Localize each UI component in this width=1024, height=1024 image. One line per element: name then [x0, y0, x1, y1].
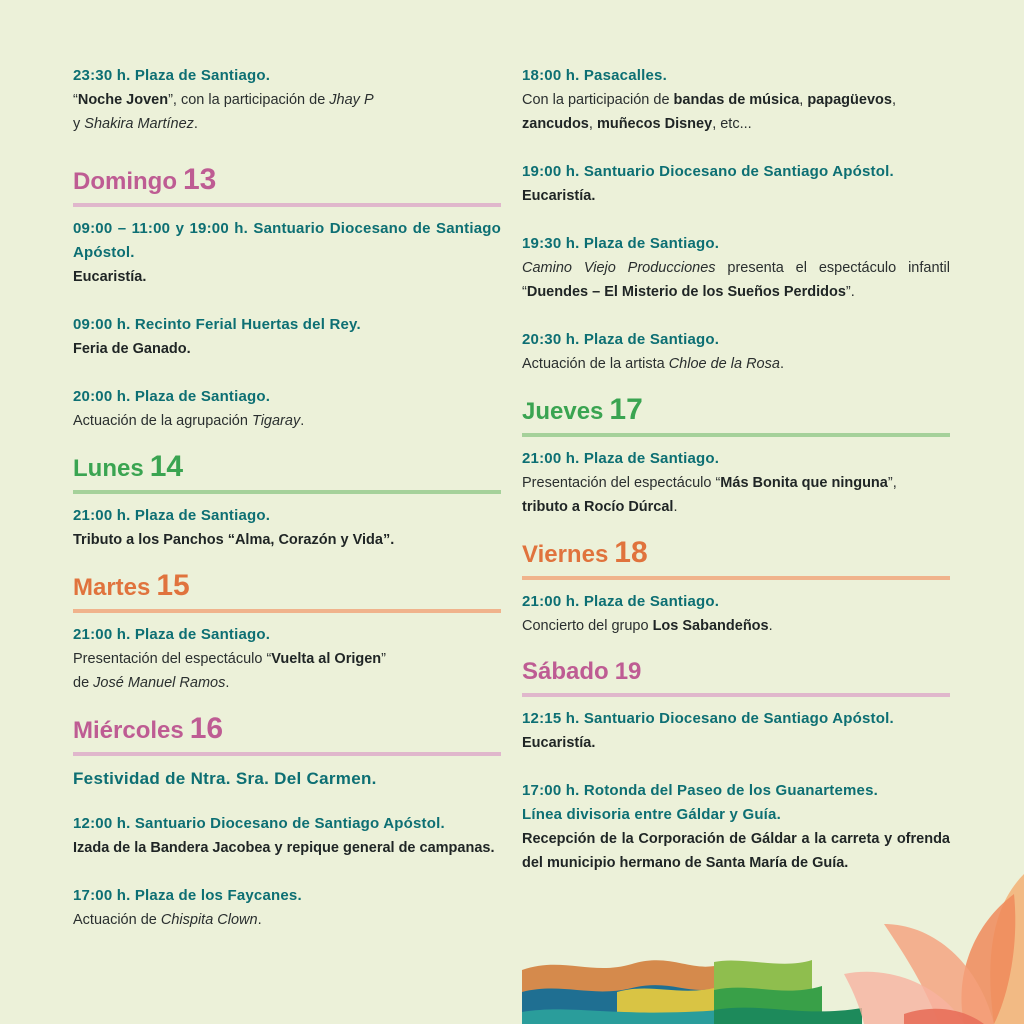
day-heading-sabado: Sábado 19	[522, 652, 950, 697]
event-description: Izada de la Bandera Jacobea y repique general de campanas.	[73, 840, 495, 856]
event-tigaray	[73, 385, 501, 433]
event-feria-ganado	[73, 313, 501, 361]
event-description: Eucaristía.	[522, 735, 596, 751]
right-column	[522, 64, 950, 899]
event-title: 18:00 h. Pasacalles.	[522, 67, 667, 84]
day-heading-viernes: Viernes 18	[522, 533, 950, 580]
event-sabandenos	[522, 590, 950, 638]
event-title: 12:15 h. Santuario Diocesano de Santiago Apóstol.	[522, 710, 894, 727]
day-heading-domingo: Domingo 13	[73, 160, 501, 207]
decorative-waves	[522, 956, 862, 1024]
event-title: 17:00 h. Rotonda del Paseo de los Guanartemes.	[522, 782, 878, 799]
decorative-flower	[844, 864, 1024, 1024]
event-description: “Noche Joven”, con la participación de Jhay P y Shakira Martínez.	[73, 92, 374, 132]
event-description: Concierto del grupo Los Sabandeños.	[522, 618, 773, 634]
event-title: 21:00 h. Plaza de Santiago.	[73, 626, 271, 643]
day-heading-miercoles: Miércoles 16	[73, 709, 501, 756]
event-tributo-panchos	[73, 504, 501, 552]
event-chispita-clown	[73, 884, 501, 932]
event-title: 23:30 h. Plaza de Santiago.	[73, 67, 271, 84]
event-description: Tributo a los Panchos “Alma, Corazón y Vida”.	[73, 532, 395, 548]
event-description: Actuación de la agrupación Tigaray.	[73, 413, 305, 429]
day-heading-jueves: Jueves 17	[522, 390, 950, 437]
event-description: Recepción de la Corporación de Gáldar a la carreta y ofrenda del municipio hermano de Santa María de Guía.	[522, 831, 950, 871]
event-description: Presentación del espectáculo “Vuelta al Origen” de José Manuel Ramos.	[73, 651, 386, 691]
event-description: Eucaristía.	[522, 188, 596, 204]
event-description: Con la participación de bandas de música, papagüevos, zancudos, muñecos Disney, etc...	[522, 92, 896, 132]
event-title: 21:00 h. Plaza de Santiago.	[522, 593, 720, 610]
festividad-heading: Festividad de Ntra. Sra. Del Carmen.	[73, 769, 377, 788]
day-heading-martes: Martes 15	[73, 566, 501, 613]
left-column	[73, 64, 501, 956]
event-title: 17:00 h. Plaza de los Faycanes.	[73, 887, 302, 904]
event-title: 12:00 h. Santuario Diocesano de Santiago Apóstol.	[73, 815, 445, 832]
event-eucaristia-1215	[522, 707, 950, 755]
event-duendes	[522, 232, 950, 304]
event-description: Presentación del espectáculo “Más Bonita que ninguna”, tributo a Rocío Dúrcal.	[522, 475, 897, 515]
event-title: 21:00 h. Plaza de Santiago.	[73, 507, 271, 524]
event-description: Actuación de Chispita Clown.	[73, 912, 262, 928]
event-mas-bonita	[522, 447, 950, 519]
event-title: 21:00 h. Plaza de Santiago.	[522, 450, 720, 467]
event-pasacalles	[522, 64, 950, 136]
day-heading-lunes: Lunes 14	[73, 447, 501, 494]
event-title: 20:00 h. Plaza de Santiago.	[73, 388, 271, 405]
event-title: 20:30 h. Plaza de Santiago.	[522, 331, 720, 348]
event-subtitle: Línea divisoria entre Gáldar y Guía.	[522, 806, 781, 823]
event-recepcion-carreta	[522, 779, 950, 875]
event-izada-bandera	[73, 812, 501, 860]
event-title: 19:00 h. Santuario Diocesano de Santiago Apóstol.	[522, 163, 894, 180]
event-eucaristia-domingo	[73, 217, 501, 289]
event-title: 09:00 – 11:00 y 19:00 h. Santuario Diocesano de Santiago Apóstol.	[73, 220, 501, 261]
event-description: Feria de Ganado.	[73, 341, 191, 357]
event-eucaristia-1900	[522, 160, 950, 208]
event-description: Camino Viejo Producciones presenta el espectáculo infantil “Duendes – El Misterio de los Sueños Perdidos”.	[522, 260, 950, 300]
event-vuelta-origen	[73, 623, 501, 695]
event-title: 19:30 h. Plaza de Santiago.	[522, 235, 720, 252]
event-description: Eucaristía.	[73, 269, 147, 285]
event-noche-joven	[73, 64, 501, 136]
event-description: Actuación de la artista Chloe de la Rosa.	[522, 356, 784, 372]
event-chloe-rosa	[522, 328, 950, 376]
event-title: 09:00 h. Recinto Ferial Huertas del Rey.	[73, 316, 361, 333]
